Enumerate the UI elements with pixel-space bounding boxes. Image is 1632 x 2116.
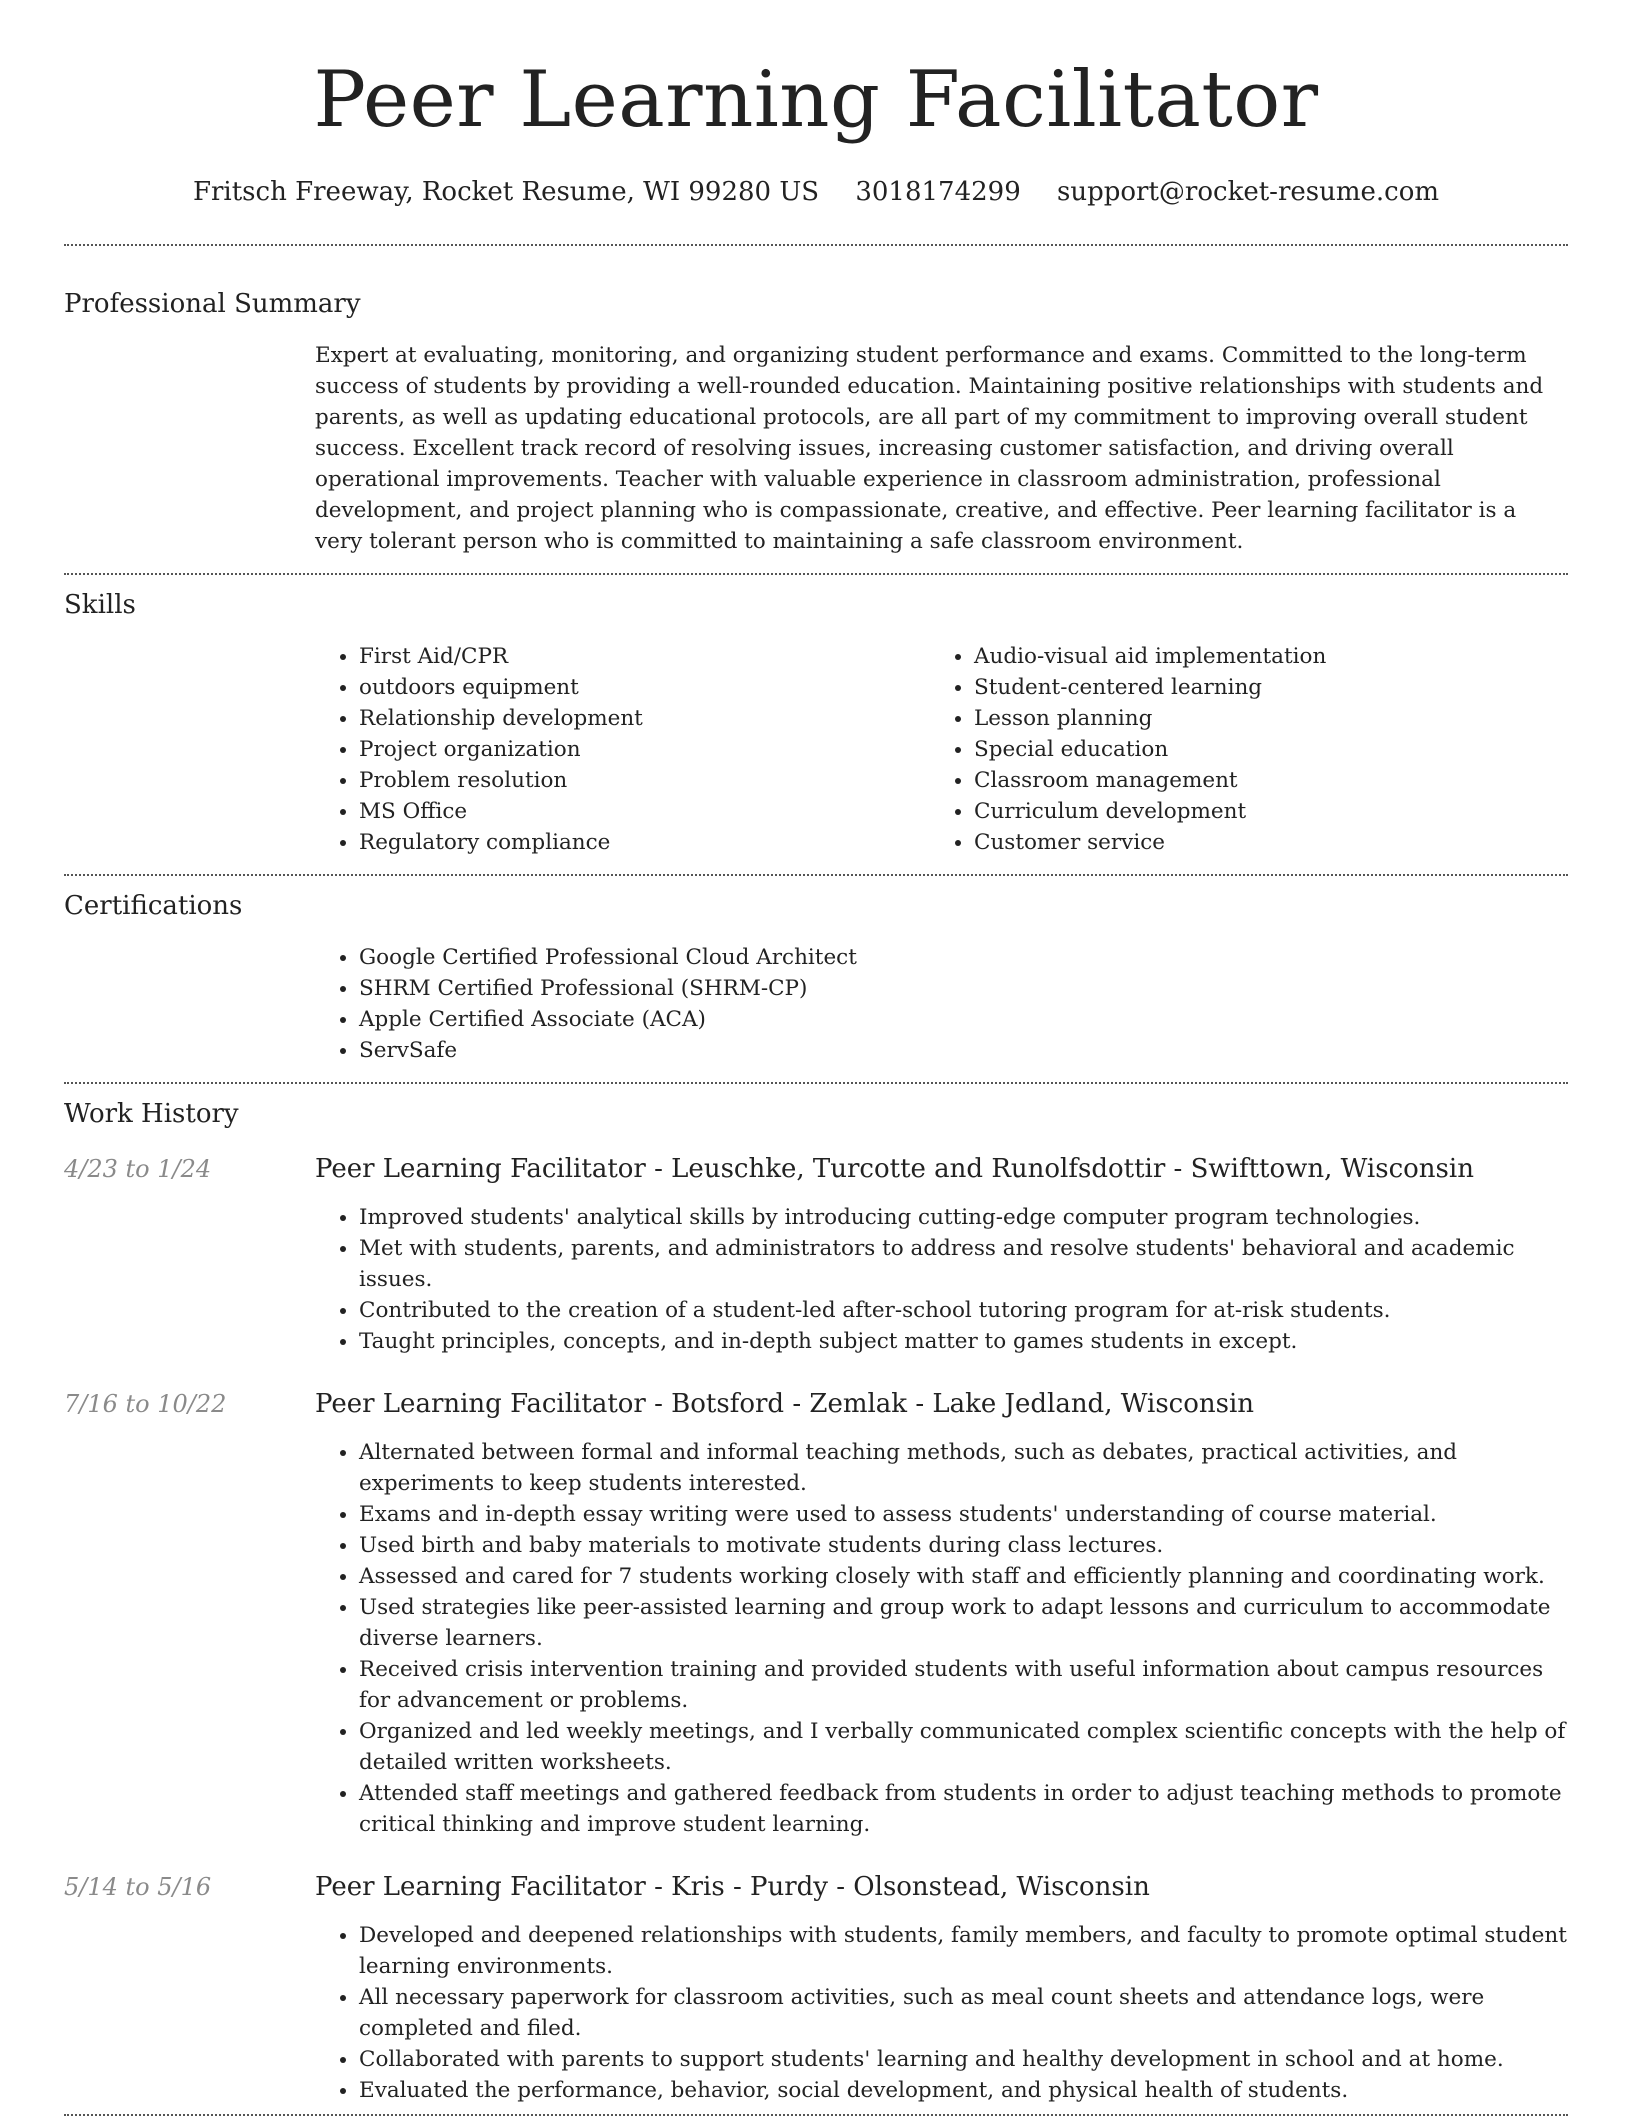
list-item: • Met with students, parents, and administrators to address and resolve students' behavioral and academic issues.: [359, 1233, 1568, 1295]
job-title: Peer Learning Facilitator - Leuschke, Turcotte and Runolfsdottir - Swifttown, Wisconsin: [315, 1154, 1474, 1184]
job-entry: [64, 1870, 1568, 2106]
list-item: • ServSafe: [359, 1035, 1568, 1066]
summary-title: Professional Summary: [64, 289, 361, 319]
certifications-section: [64, 876, 1568, 1082]
list-item: • Evaluated the performance, behavior, social development, and physical health of students.: [359, 2075, 1568, 2106]
list-item: • SHRM Certified Professional (SHRM-CP): [359, 973, 1568, 1004]
job-bullets: [315, 1202, 1568, 1357]
jobs-list: [64, 1152, 1568, 2114]
list-item: • Regulatory compliance: [359, 827, 930, 858]
list-item: • Relationship development: [359, 703, 930, 734]
list-item: • All necessary paperwork for classroom activities, such as meal count sheets and attendance logs, were completed and filed.: [359, 1982, 1568, 2044]
certifications-content: [315, 942, 1568, 1082]
skills-column-right: [930, 641, 1545, 858]
list-item: • outdoors equipment: [359, 672, 930, 703]
list-item: • Apple Certified Associate (ACA): [359, 1004, 1568, 1035]
job-details: [315, 1202, 1568, 1357]
list-item: • Student-centered learning: [974, 672, 1545, 703]
list-item: • Customer service: [974, 827, 1545, 858]
list-item: • Used strategies like peer-assisted learning and group work to adapt lessons and curriculum to accommodate diverse learners.: [359, 1592, 1568, 1654]
job-date: 5/14 to 5/16: [64, 1873, 212, 1901]
skills-columns: [315, 641, 1568, 874]
work-title: Work History: [64, 1099, 239, 1129]
list-item: • Project organization: [359, 734, 930, 765]
job-date: 7/16 to 10/22: [64, 1390, 227, 1418]
list-item: • Special education: [974, 734, 1545, 765]
work-section: [64, 1084, 1568, 2114]
certifications-title: Certifications: [64, 891, 243, 921]
list-item: • Problem resolution: [359, 765, 930, 796]
list-item: • Audio-visual aid implementation: [974, 641, 1545, 672]
job-bullets: [315, 1437, 1568, 1840]
list-item: • Curriculum development: [974, 796, 1545, 827]
job-header: [64, 1870, 1568, 1904]
list-item: • Developed and deepened relationships with students, family members, and faculty to promote optimal student learning environments.: [359, 1920, 1568, 1982]
list-item: • Contributed to the creation of a student-led after-school tutoring program for at-risk students.: [359, 1295, 1568, 1326]
skills-list-right: [930, 641, 1545, 858]
job-title: Peer Learning Facilitator - Botsford - Zemlak - Lake Jedland, Wisconsin: [315, 1389, 1255, 1419]
contact-phone: 3018174299: [855, 177, 1021, 207]
list-item: • Attended staff meetings and gathered feedback from students in order to adjust teaching methods to promote critical thinking and improve student learning.: [359, 1778, 1568, 1840]
contact-email: support@rocket-resume.com: [1057, 177, 1440, 207]
summary-section: [64, 246, 1568, 573]
list-item: • MS Office: [359, 796, 930, 827]
list-item: • Collaborated with parents to support students' learning and healthy development in school and at home.: [359, 2044, 1568, 2075]
list-item: • Received crisis intervention training and provided students with useful information about campus resources for advancement or problems.: [359, 1654, 1568, 1716]
skills-title: Skills: [64, 590, 136, 620]
job-details: [315, 1920, 1568, 2106]
job-header: [64, 1152, 1568, 1186]
list-item: • First Aid/CPR: [359, 641, 930, 672]
list-item: • Exams and in-depth essay writing were used to assess students' understanding of course material.: [359, 1499, 1568, 1530]
list-item: • Classroom management: [974, 765, 1545, 796]
job-details: [315, 1437, 1568, 1840]
list-item: • Improved students' analytical skills by introducing cutting-edge computer program technologies.: [359, 1202, 1568, 1233]
summary-text: Expert at evaluating, monitoring, and organizing student performance and exams. Committed to the long-term success of students by providing a well-rounded education. Maintaining positive relationships with students and parents, as well as updating educational protocols, are all part of my commitment to improving overall student success. Excellent track record of resolving issues, increasing customer satisfaction, and driving overall operational improvements. Teacher with valuable experience in classroom administration, professional development, and project planning who is compassionate, creative, and effective. Peer learning facilitator is a very tolerant person who is committed to maintaining a safe classroom environment.: [315, 343, 1544, 554]
list-item: • Organized and led weekly meetings, and I verbally communicated complex scientific concepts with the help of detailed written worksheets.: [359, 1716, 1568, 1778]
job-entry: [64, 1152, 1568, 1357]
skills-section: [64, 575, 1568, 874]
job-date: 4/23 to 1/24: [64, 1155, 212, 1183]
list-item: • Used birth and baby materials to motivate students during class lectures.: [359, 1530, 1568, 1561]
list-item: • Assessed and cared for 7 students working closely with staff and efficiently planning and coordinating work.: [359, 1561, 1568, 1592]
contact-address: Fritsch Freeway, Rocket Resume, WI 99280 US: [192, 177, 820, 207]
list-item: • Alternated between formal and informal teaching methods, such as debates, practical activities, and experiments to keep students interested.: [359, 1437, 1568, 1499]
job-header: [64, 1387, 1568, 1421]
resume-name: Peer Learning Facilitator: [313, 55, 1319, 145]
skills-column-left: [315, 641, 930, 858]
contact-line: [64, 174, 1568, 210]
certifications-list: [315, 942, 1568, 1066]
skills-list-left: [315, 641, 930, 858]
list-item: • Google Certified Professional Cloud Architect: [359, 942, 1568, 973]
job-bullets: [315, 1920, 1568, 2106]
list-item: • Lesson planning: [974, 703, 1545, 734]
list-item: • Taught principles, concepts, and in-depth subject matter to games students in except.: [359, 1326, 1568, 1357]
job-entry: [64, 1387, 1568, 1840]
job-title: Peer Learning Facilitator - Kris - Purdy - Olsonstead, Wisconsin: [315, 1872, 1150, 1902]
